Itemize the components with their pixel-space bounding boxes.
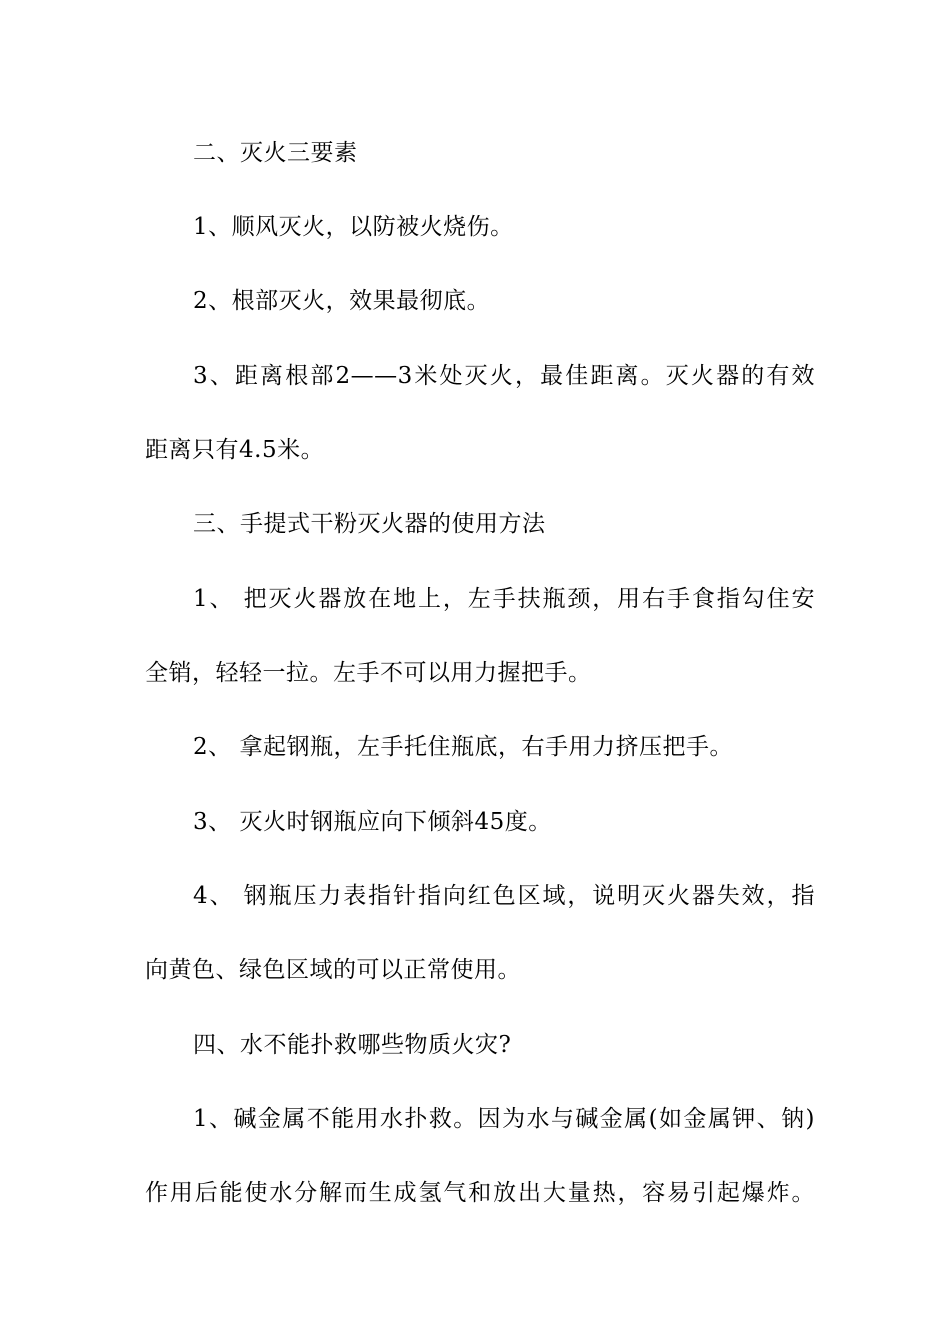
paragraph-line: 2、根部灭火，效果最彻底。 (193, 288, 491, 314)
section-heading-2: 二、灭火三要素 (193, 140, 358, 166)
section-heading-4: 四、水不能扑救哪些物质火灾? (193, 1032, 512, 1058)
paragraph-line: 4、 钢瓶压力表指针指向红色区域，说明灭火器失效，指 (193, 883, 815, 909)
paragraph-line: 1、顺风灭火，以防被火烧伤。 (193, 214, 514, 240)
paragraph-line: 距离只有4.5米。 (145, 437, 325, 463)
paragraph-line: 作用后能使水分解而生成氢气和放出大量热，容易引起爆炸。 (145, 1180, 815, 1206)
paragraph-line: 3、 灭火时钢瓶应向下倾斜45度。 (193, 809, 552, 835)
paragraph-line: 2、 拿起钢瓶，左手托住瓶底，右手用力挤压把手。 (193, 734, 733, 760)
paragraph-line: 3、距离根部2——3米处灭火，最佳距离。灭火器的有效 (193, 363, 815, 389)
section-heading-3: 三、手提式干粉灭火器的使用方法 (193, 511, 546, 537)
paragraph-line: 全销，轻轻一拉。左手不可以用力握把手。 (145, 660, 592, 686)
paragraph-line: 1、 把灭火器放在地上，左手扶瓶颈，用右手食指勾住安 (193, 586, 815, 612)
paragraph-line: 1、碱金属不能用水扑救。因为水与碱金属(如金属钾、钠) (193, 1106, 815, 1132)
paragraph-line: 向黄色、绿色区域的可以正常使用。 (145, 957, 521, 983)
